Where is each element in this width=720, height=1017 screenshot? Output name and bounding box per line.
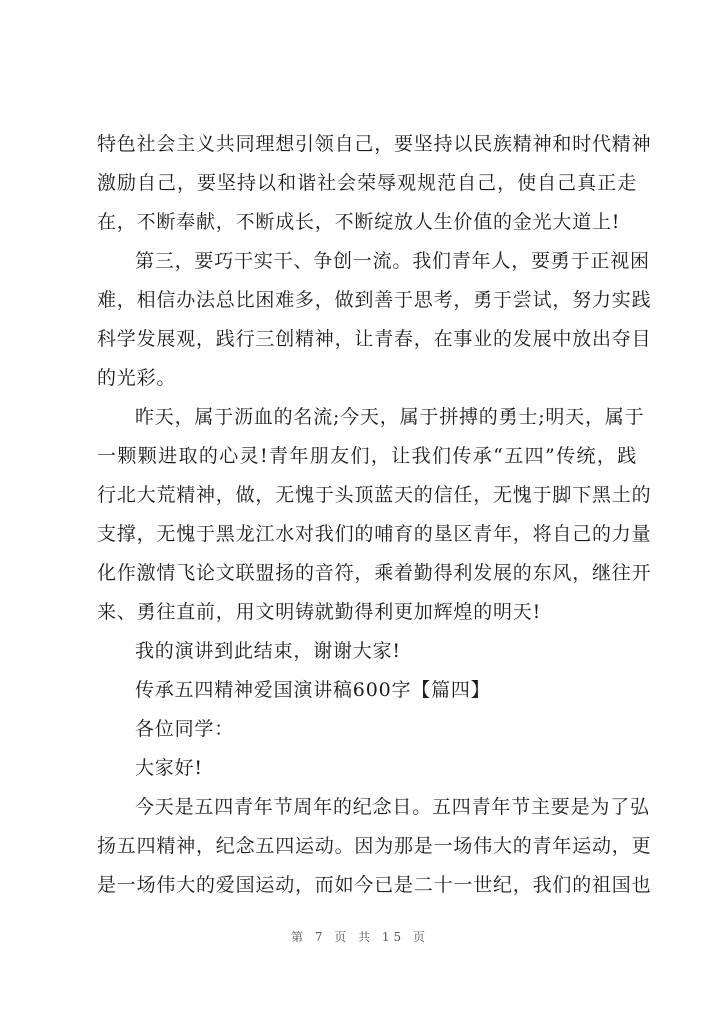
- body-text: [97, 125, 652, 905]
- salutation-line: 各位同学：: [135, 718, 235, 740]
- text-line: 的光彩。: [97, 367, 177, 389]
- page-number-footer: 第 7 页 共 15 页: [291, 930, 429, 944]
- text-line: 难，相信办法总比困难多，做到善于思考，勇于尝试，努力实践: [97, 289, 652, 311]
- text-line: 科学发展观，践行三创精神，让青春，在事业的发展中放出夺目: [97, 328, 652, 350]
- text-line: 来、勇往直前，用文明铸就勤得利更加辉煌的明天!: [97, 601, 542, 623]
- text-line: 在，不断奉献，不断成长，不断绽放人生价值的金光大道上!: [97, 211, 621, 233]
- paragraph-start-line: 我的演讲到此结束，谢谢大家!: [135, 640, 401, 662]
- greeting-line: 大家好!: [135, 757, 203, 779]
- text-line: 特色社会主义共同理想引领自己，要坚持以民族精神和时代精神: [97, 133, 652, 155]
- paragraph-start-line: 今天是五四青年节周年的纪念日。五四青年节主要是为了弘: [135, 796, 650, 818]
- paragraph-start-line: 昨天，属于沥血的名流;今天，属于拼搏的勇士;明天，属于: [135, 406, 645, 428]
- paragraph-start-line: 第三，要巧干实干、争创一流。我们青年人，要勇于正视困: [135, 250, 650, 272]
- text-line: 行北大荒精神，做，无愧于头顶蓝天的信任，无愧于脚下黑土的: [97, 484, 652, 506]
- text-line: 支撑，无愧于黑龙江水对我们的哺育的垦区青年，将自己的力量: [97, 523, 652, 545]
- text-line: 激励自己，要坚持以和谐社会荣辱观规范自己，使自己真正走: [97, 172, 637, 194]
- text-line: 一颗颗进取的心灵!青年朋友们，让我们传承“五四”传统，践: [97, 445, 637, 467]
- text-line: 化作激情飞论文联盟扬的音符，乘着勤得利发展的东风，继往开: [97, 562, 652, 584]
- text-line: 是一场伟大的爱国运动，而如今已是二十一世纪，我们的祖国也: [97, 874, 652, 896]
- text-line: 扬五四精神，纪念五四运动。因为那是一场伟大的青年运动，更: [97, 835, 652, 857]
- section-heading: 传承五四精神爱国演讲稿600字【篇四】: [135, 679, 491, 701]
